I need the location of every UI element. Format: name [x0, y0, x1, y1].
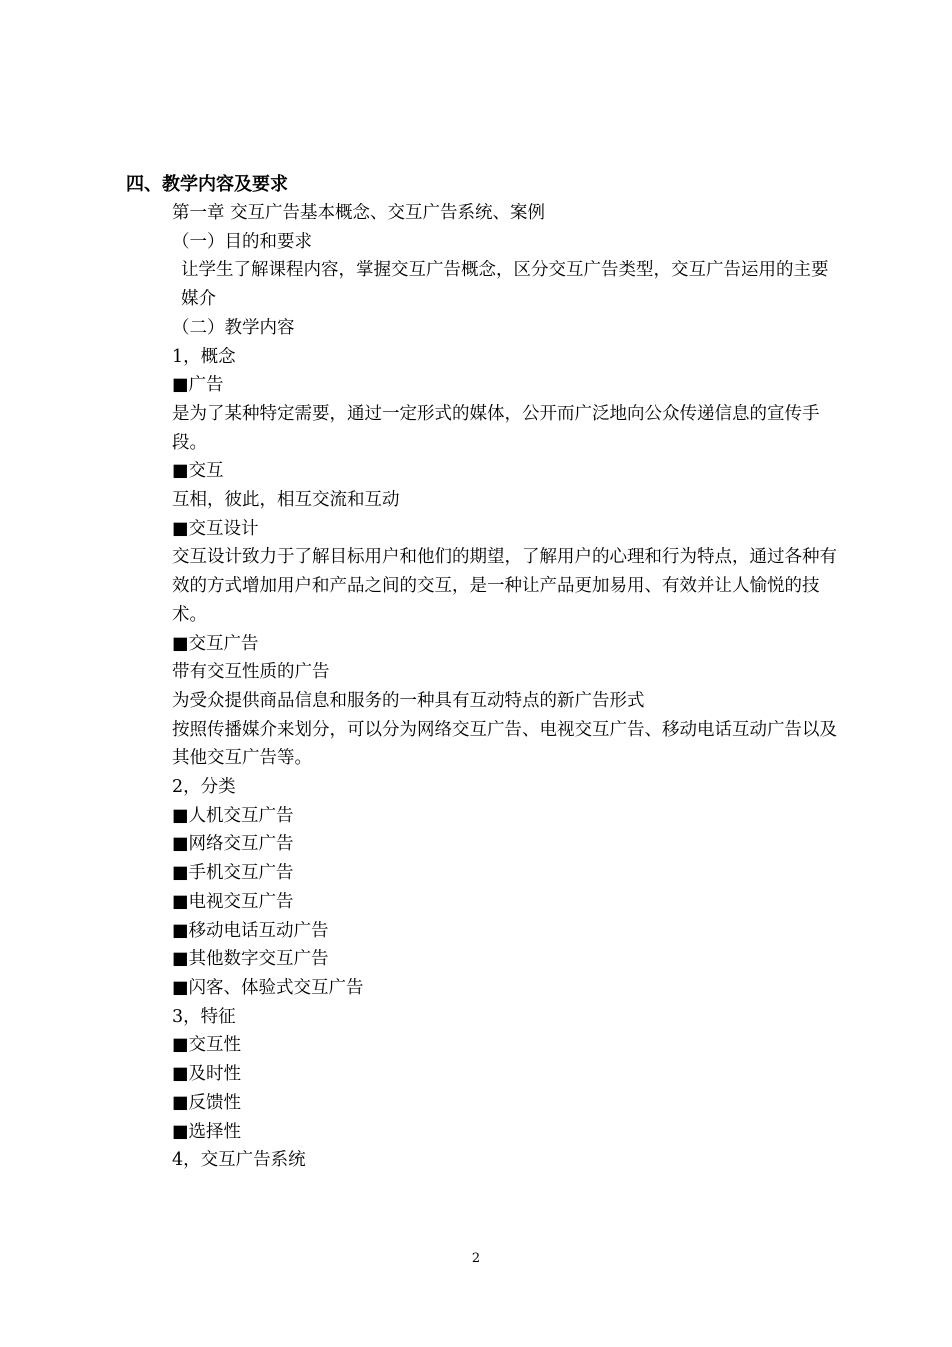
- bullet-item: ■电视交互广告: [172, 891, 294, 912]
- numbered-heading: 4，交互广告系统: [172, 1150, 306, 1171]
- bullet-item: ■手机交互广告: [172, 863, 294, 884]
- numbered-heading: 2，分类: [172, 777, 236, 798]
- bullet-item: ■交互: [172, 461, 224, 482]
- bullet-item: ■移动电话互动广告: [172, 920, 329, 941]
- page-number: 2: [471, 1251, 481, 1266]
- bullet-item: ■网络交互广告: [172, 834, 294, 855]
- paragraph: 交互设计致力于了解目标用户和他们的期望，了解用户的心理和行为特点，通过各种有效的方式增加用户和产品之间的交互，是一种让产品更加易用、有效并让人愉悦的技术。: [172, 547, 837, 625]
- section-heading: 四、教学内容及要求: [126, 174, 288, 195]
- paragraph: 让学生了解课程内容，掌握交互广告概念，区分交互广告类型，交互广告运用的主要媒介: [181, 260, 829, 310]
- numbered-heading: 3，特征: [172, 1006, 236, 1027]
- subsection-heading: （二）教学内容: [172, 317, 295, 338]
- bullet-item: ■交互广告: [172, 633, 259, 654]
- bullet-item: ■人机交互广告: [172, 805, 294, 826]
- body-text: [172, 199, 838, 1175]
- paragraph: 是为了某种特定需要，通过一定形式的媒体，公开而广泛地向公众传递信息的宣传手段。: [172, 403, 820, 453]
- bullet-item: ■交互性: [172, 1035, 242, 1056]
- bullet-item: ■及时性: [172, 1064, 242, 1085]
- paragraph: 为受众提供商品信息和服务的一种具有互动特点的新广告形式: [172, 690, 645, 711]
- numbered-heading: 1，概念: [172, 346, 236, 367]
- bullet-item: ■广告: [172, 375, 224, 396]
- bullet-item: ■闪客、体验式交互广告: [172, 977, 364, 998]
- bullet-item: ■反馈性: [172, 1092, 242, 1113]
- bullet-item: ■交互设计: [172, 518, 259, 539]
- paragraph: 带有交互性质的广告: [172, 662, 330, 683]
- paragraph: 互相，彼此，相互交流和互动: [172, 490, 400, 511]
- chapter-title: 第一章 交互广告基本概念、交互广告系统、案例: [172, 203, 546, 223]
- paragraph: 按照传播媒介来划分，可以分为网络交互广告、电视交互广告、移动电话互动广告以及其他交互广告等。: [172, 719, 837, 769]
- bullet-item: ■其他数字交互广告: [172, 949, 329, 970]
- subsection-heading: （一）目的和要求: [172, 231, 312, 252]
- bullet-item: ■选择性: [172, 1121, 242, 1142]
